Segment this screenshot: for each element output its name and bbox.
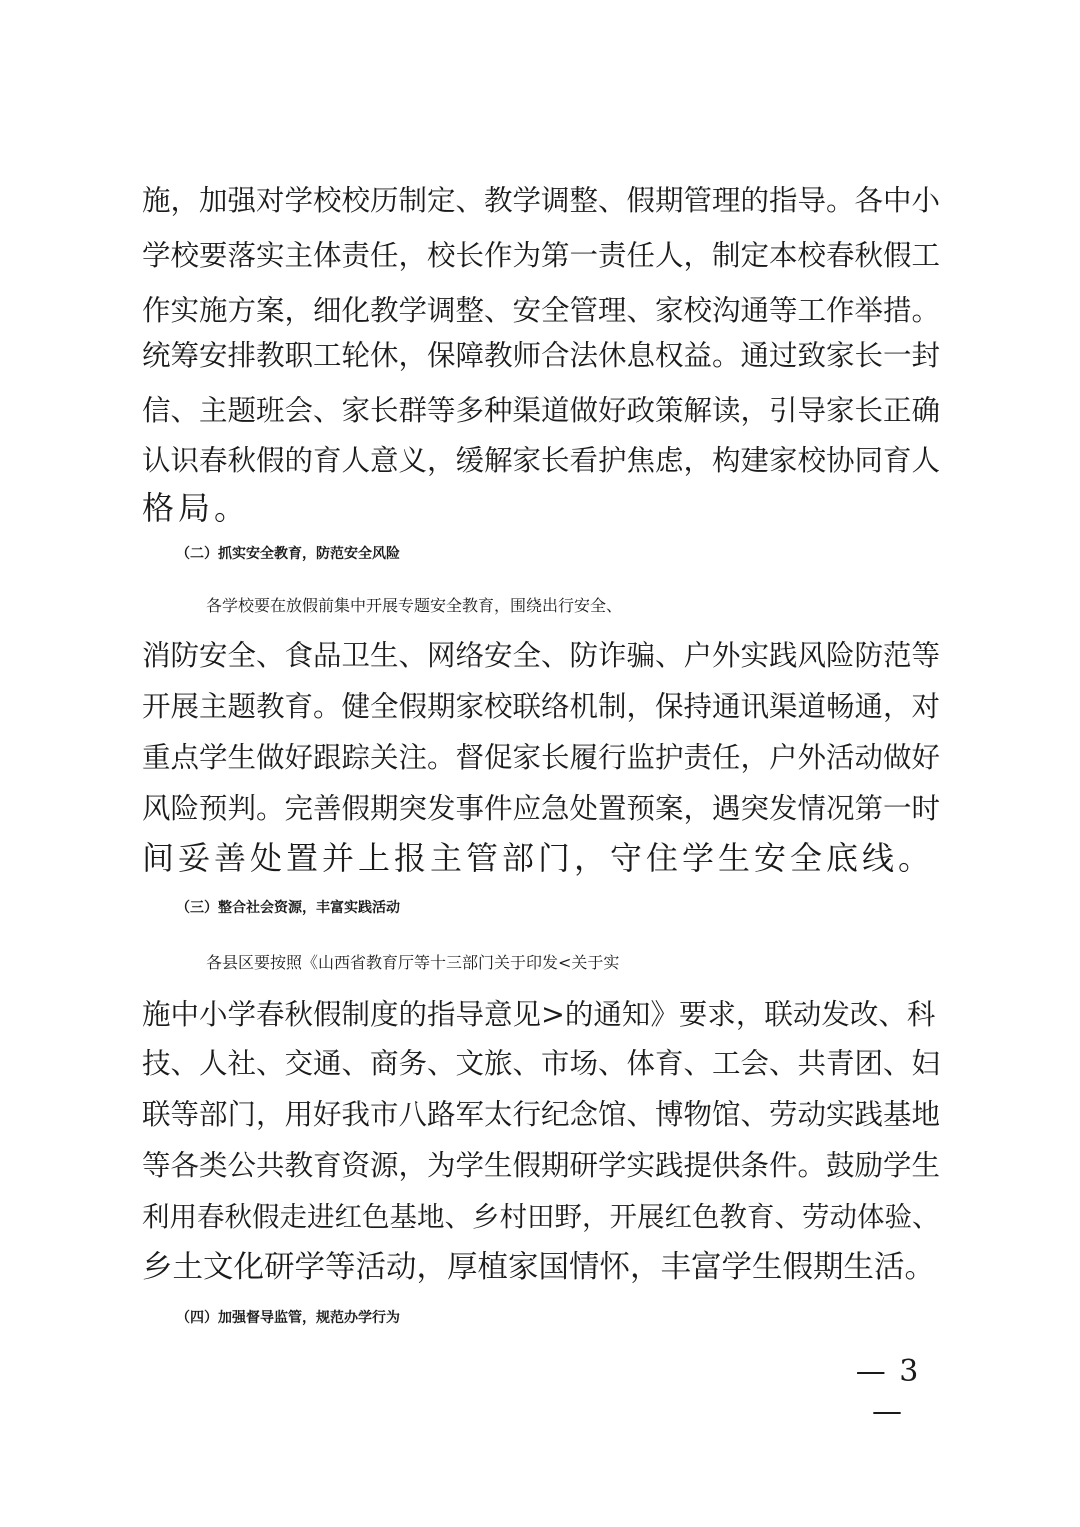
body-text-line: 各县区要按照《山西省教育厅等十三部门关于印发<关于实 bbox=[206, 953, 620, 972]
body-text-line: 风险预判。完善假期突发事件应急处置预案，遇突发情况第一时 bbox=[142, 792, 941, 825]
body-text-line: 消防安全、食品卫生、网络安全、防诈骗、户外实践风险防范等 bbox=[142, 639, 941, 672]
body-text-line: 认识春秋假的育人意义，缓解家长看护焦虑，构建家校协同育人 bbox=[142, 444, 941, 477]
section-heading-2: （二）抓实安全教育，防范安全风险 bbox=[176, 546, 400, 562]
body-text-line: 联等部门，用好我市八路军太行纪念馆、博物馆、劳动实践基地 bbox=[142, 1098, 941, 1131]
body-text-line: 施中小学春秋假制度的指导意见>的通知》要求，联动发改、科 bbox=[142, 998, 936, 1031]
body-text-line: 等各类公共教育资源，为学生假期研学实践提供条件。鼓励学生 bbox=[142, 1149, 941, 1182]
body-text-line: 开展主题教育。健全假期家校联络机制，保持通讯渠道畅通，对 bbox=[142, 690, 941, 723]
body-text-line: 间妥善处置并上报主管部门，守住学生安全底线。 bbox=[142, 839, 935, 877]
body-text-line: 统筹安排教职工轮休，保障教师合法休息权益。通过致家长一封 bbox=[142, 339, 941, 372]
body-text-line: 技、人社、交通、商务、文旅、市场、体育、工会、共青团、妇 bbox=[142, 1047, 941, 1080]
body-text-line: 信、主题班会、家长群等多种渠道做好政策解读，引导家长正确 bbox=[142, 394, 941, 427]
body-text-line: 各学校要在放假前集中开展专题安全教育，围绕出行安全、 bbox=[206, 596, 623, 615]
body-text-line: 重点学生做好跟踪关注。督促家长履行监护责任，户外活动做好 bbox=[142, 741, 941, 774]
section-heading-4: （四）加强督导监管，规范办学行为 bbox=[176, 1310, 400, 1326]
page-number: — 3 — bbox=[855, 1354, 921, 1429]
body-text-line: 学校要落实主体责任，校长作为第一责任人，制定本校春秋假工 bbox=[142, 239, 941, 272]
body-text-line: 格局。 bbox=[142, 489, 251, 527]
body-text-line: 施，加强对学校校历制定、教学调整、假期管理的指导。各中小 bbox=[142, 184, 941, 217]
body-text-line: 作实施方案，细化教学调整、安全管理、家校沟通等工作举措。 bbox=[142, 294, 941, 327]
section-heading-3: （三）整合社会资源，丰富实践活动 bbox=[176, 900, 400, 916]
body-text-line: 利用春秋假走进红色基地、乡村田野，开展红色教育、劳动体验、 bbox=[142, 1201, 940, 1233]
body-text-line: 乡土文化研学等活动，厚植家国情怀，丰富学生假期生活。 bbox=[142, 1250, 935, 1285]
